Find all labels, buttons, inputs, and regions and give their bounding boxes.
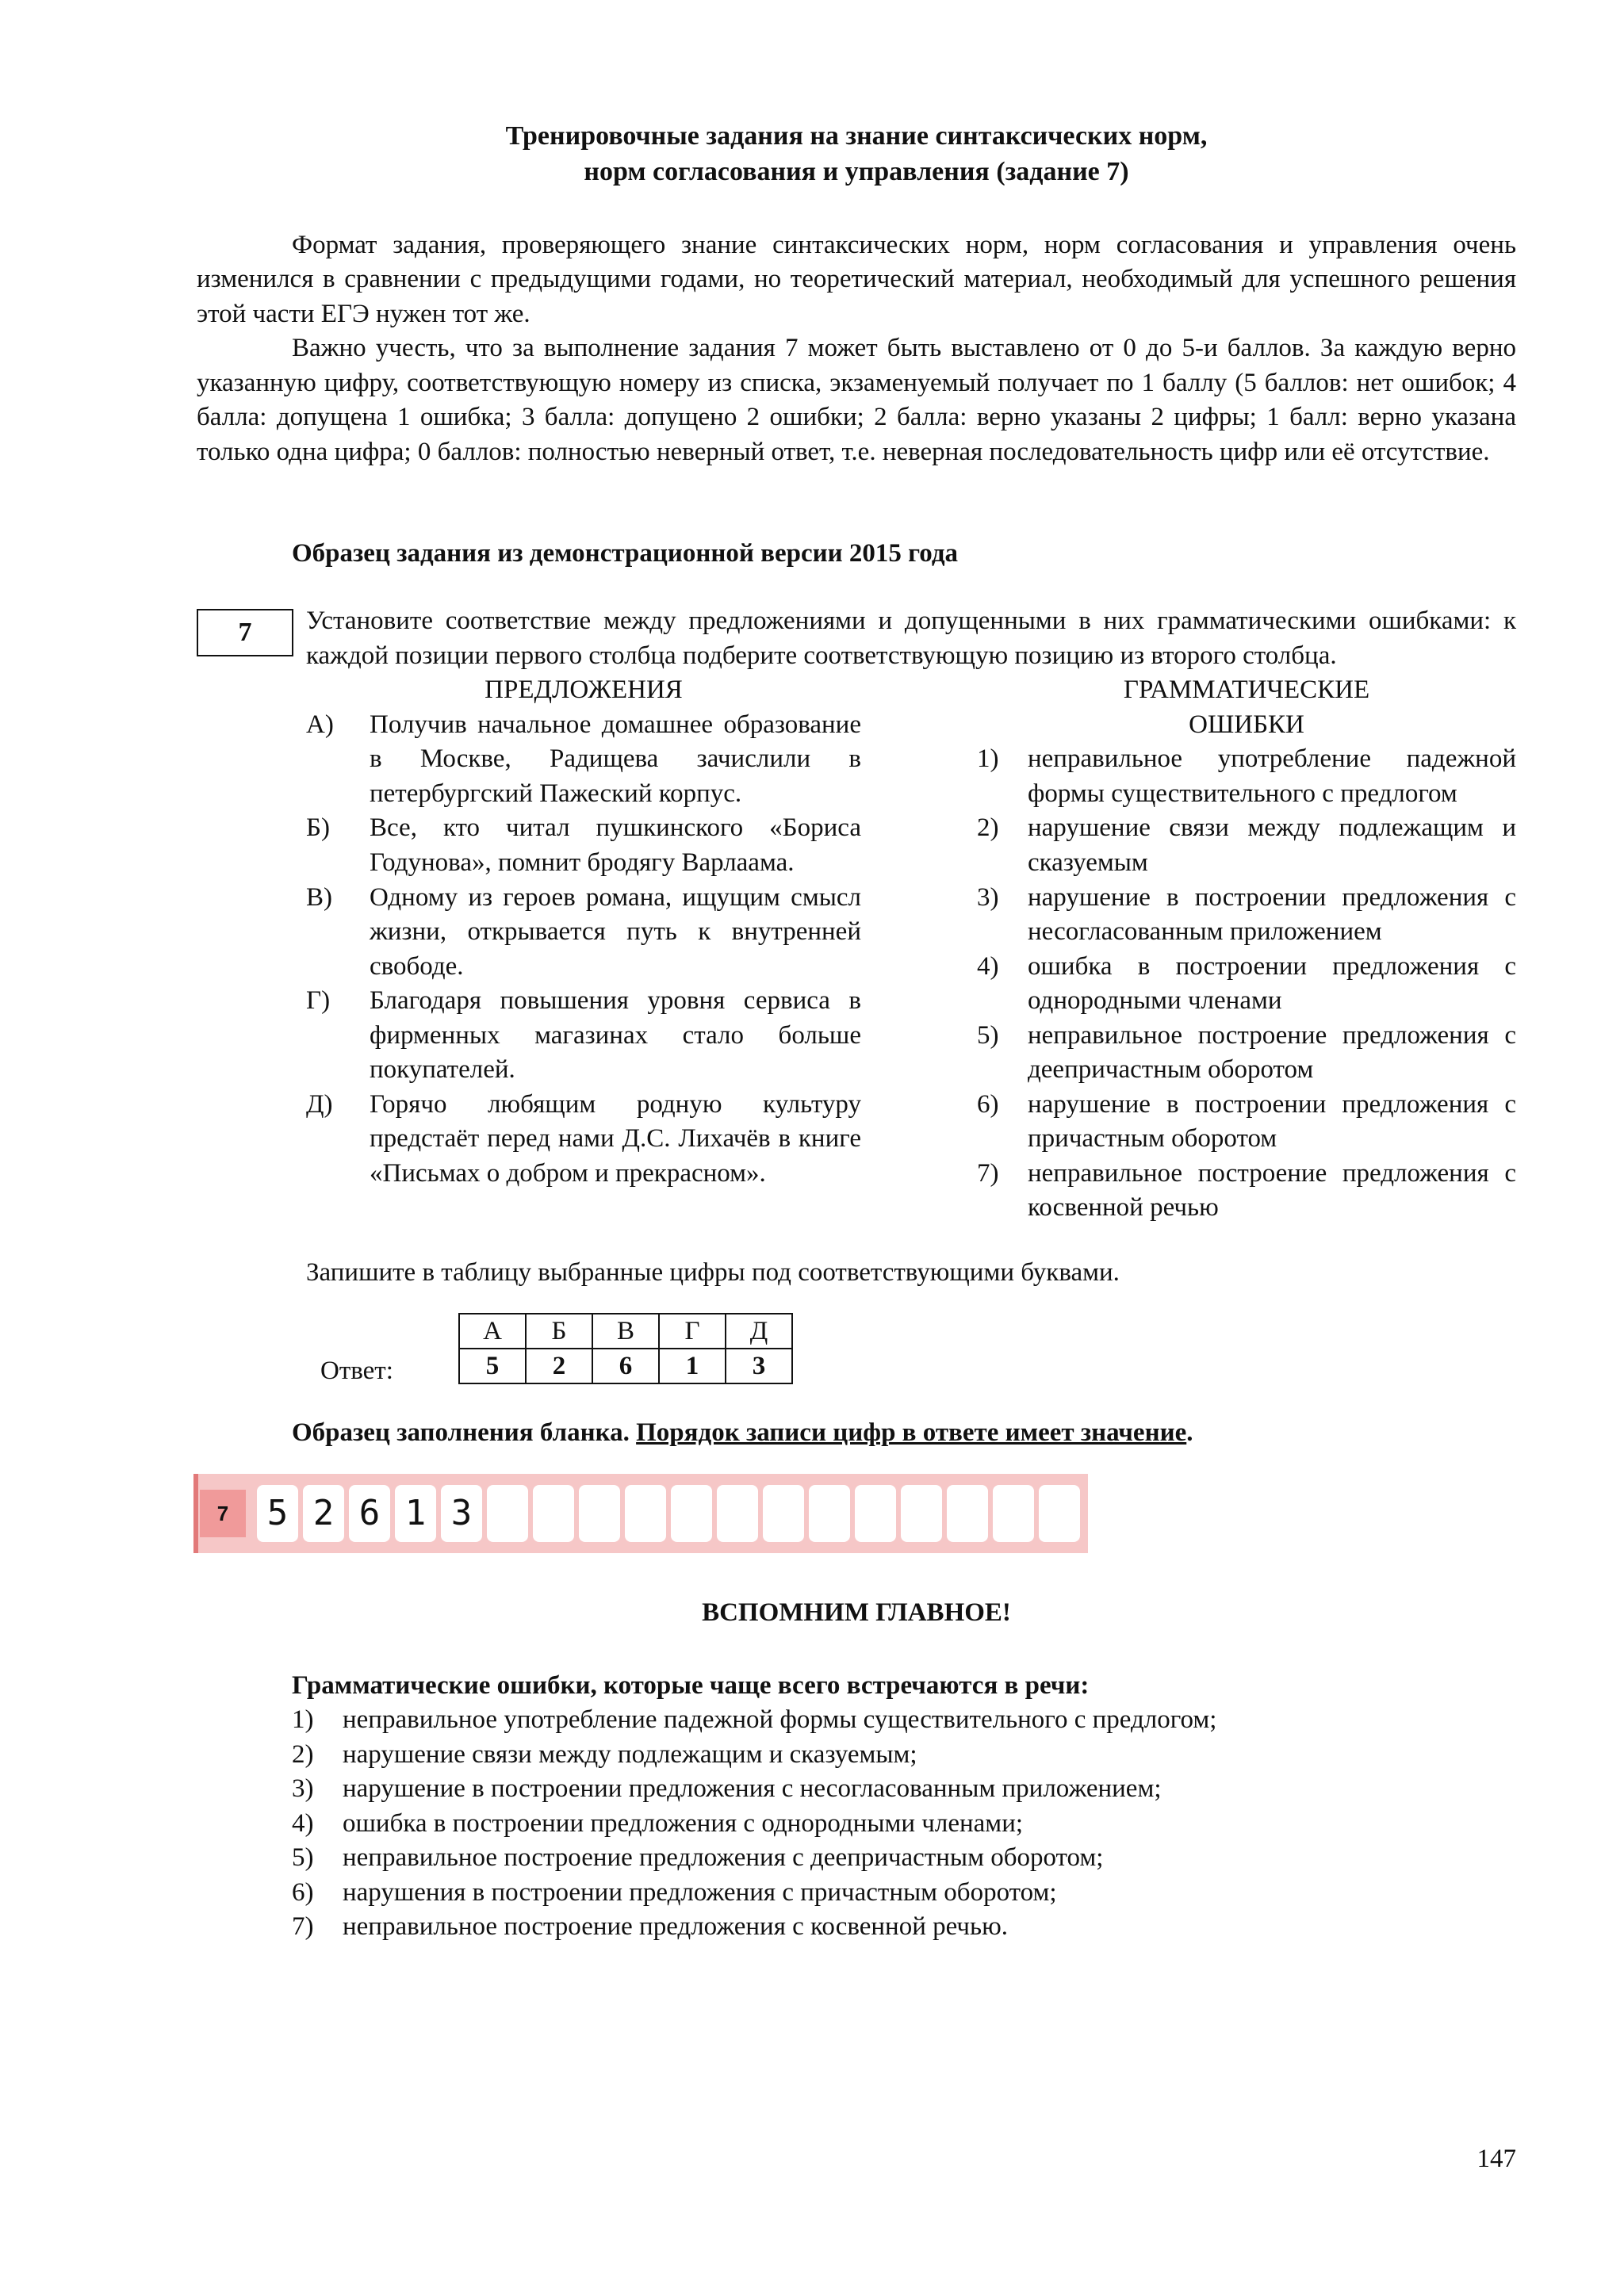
error-option-item-label: 7) — [977, 1158, 999, 1188]
answer-form-cell — [763, 1485, 804, 1542]
errors-list — [977, 742, 1516, 1226]
errors-section-heading: Грамматические ошибки, которые чаще всего встречаются в речи: — [292, 1670, 1090, 1700]
answer-digit-cell: 5 — [459, 1349, 526, 1383]
answer-form-cell — [855, 1485, 896, 1542]
answer-label: Ответ: — [320, 1356, 393, 1385]
answer-form-task-number: 7 — [200, 1490, 246, 1537]
errors-column — [977, 673, 1516, 1226]
grammar-error-item-text: нарушение в построении предложения с несогласованным приложением; — [343, 1774, 1162, 1804]
page-content — [197, 119, 1516, 1945]
error-option-item-text: нарушение связи между подлежащим и сказуемым — [1028, 813, 1516, 877]
errors-header-line-1: ГРАММАТИЧЕСКИЕ — [1123, 675, 1370, 705]
errors-header-line-2: ОШИБКИ — [1189, 710, 1304, 739]
grammar-error-item-text: ошибка в построении предложения с однородными членами; — [343, 1808, 1024, 1838]
sentence-item-label: Б) — [306, 813, 330, 843]
error-option-item-text: нарушение в построении предложения с несогласованным приложением — [1028, 882, 1516, 947]
task-instruction: Установите соответствие между предложениями и допущенными в них грамматическими ошибками: к каждой позиции первого столбца подберите соответствующую позицию из второго столбца. — [306, 607, 1516, 670]
grammar-error-item — [292, 1703, 1516, 1738]
sentence-item-label: А) — [306, 710, 334, 739]
answer-letter-cell: Г — [659, 1314, 726, 1349]
grammar-error-item-label: 3) — [292, 1774, 314, 1804]
errors-section-list — [292, 1703, 1516, 1945]
error-option-item-label: 1) — [977, 744, 999, 774]
sentence-item — [306, 984, 861, 1088]
answer-digit-cell: 6 — [592, 1349, 659, 1383]
error-option-item — [977, 1157, 1516, 1226]
grammar-error-item — [292, 1910, 1516, 1945]
grammar-error-item-label: 7) — [292, 1912, 314, 1942]
sentence-item — [306, 708, 861, 812]
error-option-item-label: 5) — [977, 1020, 999, 1050]
answer-table — [458, 1313, 793, 1384]
answer-form-cell — [809, 1485, 850, 1542]
error-option-item — [977, 881, 1516, 950]
answer-form-edge-marker — [193, 1474, 198, 1553]
page-title-line-1: Тренировочные задания на знание синтаксических норм, — [505, 121, 1208, 151]
sample-heading: Образец задания из демонстрационной версии 2015 года — [292, 538, 959, 568]
answer-digit-cell: 2 — [526, 1349, 592, 1383]
sentence-item-label: Г) — [306, 986, 331, 1016]
blank-heading-underlined: Порядок записи цифр в ответе имеет значение — [636, 1418, 1187, 1447]
grammar-error-item — [292, 1841, 1516, 1876]
sentence-item — [306, 881, 861, 985]
answer-form-cell — [625, 1485, 666, 1542]
sentences-column — [306, 673, 861, 1226]
answer-form-cell — [901, 1485, 942, 1542]
sentences-header: ПРЕДЛОЖЕНИЯ — [485, 675, 683, 705]
grammar-error-item-label: 2) — [292, 1739, 314, 1769]
answer-form-cell — [717, 1485, 758, 1542]
grammar-error-item-text: неправильное употребление падежной формы существительного с предлогом; — [343, 1705, 1217, 1735]
answer-digit-cell: 3 — [726, 1349, 792, 1383]
grammar-error-item-label: 1) — [292, 1705, 314, 1735]
answer-form-cell: 6 — [349, 1485, 390, 1542]
answer-form-cell: 1 — [395, 1485, 436, 1542]
error-option-item-label: 6) — [977, 1089, 999, 1119]
answer-letters-row — [459, 1314, 792, 1349]
answer-form-cell: 3 — [441, 1485, 482, 1542]
sentence-item-label: В) — [306, 882, 332, 912]
sentence-item-text: Получив начальное домашнее образование в Москве, Радищева зачислили в петербургский Пажеский корпус. — [370, 710, 861, 808]
answer-form-cell: 5 — [257, 1485, 298, 1542]
answer-letter-cell: А — [459, 1314, 526, 1349]
error-option-item-text: неправильное построение предложения с косвенной речью — [1028, 1158, 1516, 1223]
grammar-error-item-text: неправильное построение предложения с косвенной речью. — [343, 1912, 1008, 1942]
write-instruction: Запишите в таблицу выбранные цифры под соответствующими буквами. — [306, 1257, 1120, 1287]
error-option-item-text: неправильное построение предложения с деепричастным оборотом — [1028, 1020, 1516, 1085]
sentence-item-text: Одному из героев романа, ищущим смысл жизни, открывается путь к внутренней свободе. — [370, 882, 861, 981]
grammar-error-item-label: 6) — [292, 1877, 314, 1907]
grammar-error-item-label: 4) — [292, 1808, 314, 1838]
answer-form-cell — [993, 1485, 1034, 1542]
task-columns — [306, 673, 1516, 1226]
answer-form-cells — [257, 1485, 1080, 1542]
task-block — [197, 604, 1516, 1226]
answer-letter-cell: Б — [526, 1314, 592, 1349]
error-option-item-text: нарушение в построении предложения с причастным оборотом — [1028, 1089, 1516, 1154]
grammar-error-item-text: нарушения в построении предложения с причастным оборотом; — [343, 1877, 1057, 1907]
page-number: 147 — [1477, 2145, 1516, 2174]
answer-letter-cell: В — [592, 1314, 659, 1349]
answer-digit-cell: 1 — [659, 1349, 726, 1383]
blank-heading — [292, 1416, 1516, 1451]
grammar-error-item — [292, 1738, 1516, 1773]
task-body — [306, 604, 1516, 1226]
intro-paragraph-2: Важно учесть, что за выполнение задания 7 может быть выставлено от 0 до 5-и баллов. За каждую верно указанную цифру, соответствующую номеру из списка, экзаменуемый получает по 1 баллу (5 баллов: нет ошибок; 4 балла: допущена 1 ошибка; 3 балла: допущено 2 ошибки; 2 балла: верно указаны 2 цифры; 1 балл: верно указана только одна цифра; 0 баллов: полностью неверный ответ, т.е. неверная последовательность цифр или её отсутствие. — [197, 334, 1516, 467]
error-option-item — [977, 811, 1516, 880]
answer-form-cell — [579, 1485, 620, 1542]
grammar-error-item — [292, 1876, 1516, 1911]
answer-block — [197, 1313, 1516, 1392]
sentence-item — [306, 1088, 861, 1192]
sentence-item-label: Д) — [306, 1089, 333, 1119]
sentence-item-text: Горячо любящим родную культуру предстаёт перед нами Д.С. Лихачёв в книге «Письмах о добром и прекрасном». — [370, 1089, 861, 1188]
page-title-line-2: норм согласования и управления (задание 7) — [584, 156, 1129, 186]
error-option-item-text: ошибка в построении предложения с однородными членами — [1028, 951, 1516, 1016]
sentence-item-text: Благодаря повышения уровня сервиса в фирменных магазинах стало больше покупателей. — [370, 986, 861, 1085]
answer-form-sample — [193, 1474, 1088, 1553]
grammar-error-item-label: 5) — [292, 1843, 314, 1873]
error-option-item-label: 2) — [977, 813, 999, 843]
error-option-item — [977, 742, 1516, 811]
intro-paragraph-1: Формат задания, проверяющего знание синтаксических норм, норм согласования и управления очень изменился в сравнении с предыдущими годами, но теоретический материал, необходимый для успешного решения этой части ЕГЭ нужен тот же. — [197, 230, 1516, 328]
answer-form-cell — [671, 1485, 712, 1542]
grammar-error-item-text: нарушение связи между подлежащим и сказуемым; — [343, 1739, 917, 1769]
error-option-item-text: неправильное употребление падежной формы существительного с предлогом — [1028, 744, 1516, 808]
grammar-error-item-text: неправильное построение предложения с деепричастным оборотом; — [343, 1843, 1104, 1873]
sentence-item — [306, 811, 861, 880]
answer-form-cell: 2 — [303, 1485, 344, 1542]
sentence-item-text: Все, кто читал пушкинского «Бориса Годунова», помнит бродягу Варлаама. — [370, 813, 861, 877]
answer-form-cell — [947, 1485, 988, 1542]
answer-form-cell — [533, 1485, 574, 1542]
answer-form-cell — [487, 1485, 528, 1542]
answer-digits-row — [459, 1349, 792, 1383]
error-option-item — [977, 1019, 1516, 1088]
intro — [197, 228, 1516, 470]
answer-letter-cell: Д — [726, 1314, 792, 1349]
grammar-error-item — [292, 1772, 1516, 1807]
error-option-item-label: 4) — [977, 951, 999, 981]
blank-heading-end: . — [1186, 1418, 1193, 1447]
error-option-item-label: 3) — [977, 882, 999, 912]
grammar-error-item — [292, 1807, 1516, 1842]
remember-heading: ВСПОМНИМ ГЛАВНОЕ! — [702, 1598, 1011, 1628]
error-option-item — [977, 950, 1516, 1019]
blank-heading-bold: Образец заполнения бланка. — [292, 1418, 630, 1447]
sentences-list — [306, 708, 861, 1192]
answer-form-cell — [1039, 1485, 1080, 1542]
error-option-item — [977, 1088, 1516, 1157]
task-number-box: 7 — [197, 609, 293, 656]
